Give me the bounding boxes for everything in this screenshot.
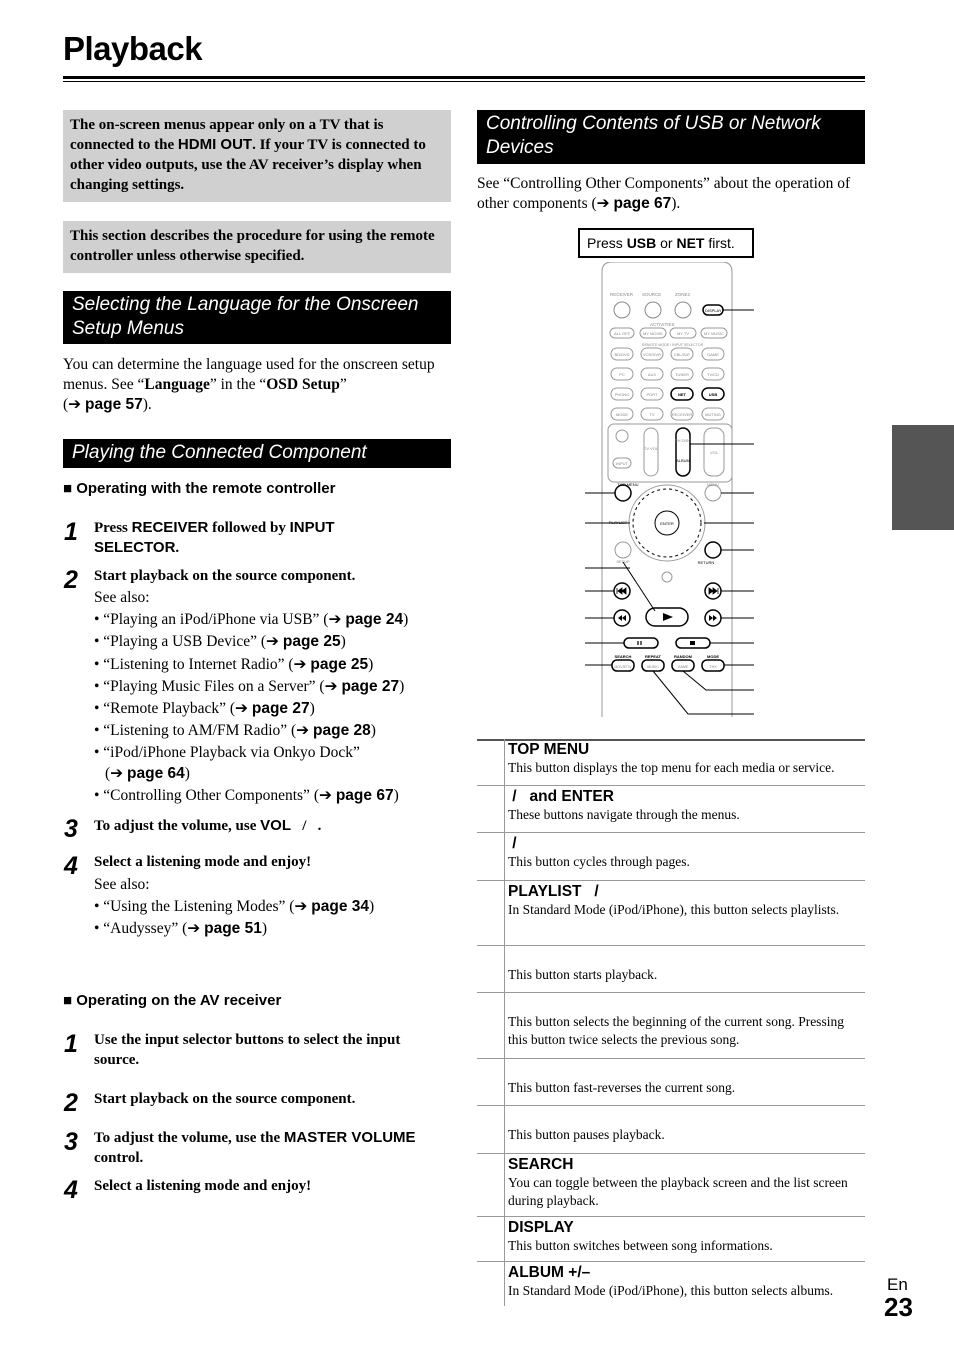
ref-text: • “Controlling Other Components” (➔ [94, 787, 336, 804]
button-info-cell [505, 1059, 865, 1105]
remote-label-search: SEARCH [614, 654, 632, 659]
remote-label-enter: ENTER [660, 521, 674, 526]
title-rule [63, 76, 865, 79]
lang-paragraph [63, 355, 451, 415]
see-also: See also: [94, 876, 150, 893]
ref-page-link[interactable]: page 51 [204, 920, 262, 937]
button-description: This button starts playback. [508, 967, 658, 982]
ref-text: • “Playing a USB Device” (➔ [94, 633, 283, 650]
remote-label-game2: GAME [677, 665, 689, 669]
step-number: 2 [64, 566, 78, 594]
step-1-c: followed by [208, 520, 290, 536]
input-selector-label: INPUT SELECTOR [94, 519, 335, 556]
step-2-text: Start playback on the source component. [94, 568, 356, 584]
ref-item [94, 720, 376, 742]
button-name: TOP MENU [508, 741, 590, 758]
ref-text: • “Listening to AM/FM Radio” (➔ [94, 722, 314, 739]
remote-label-vol: VOL [709, 450, 719, 455]
step-number: 2 [64, 1089, 78, 1117]
home-button [662, 572, 672, 582]
ref-text: • “Playing Music Files on a Server” (➔ [94, 678, 342, 695]
av-step-3-a: To adjust the volume, use the [94, 1130, 284, 1146]
remote-label-display: DISPLAY [705, 308, 722, 313]
menu-button [705, 485, 721, 501]
leader-line [683, 671, 754, 690]
ref-item [94, 676, 404, 698]
top-menu-button [615, 485, 631, 501]
chapter-tab [892, 425, 954, 530]
ref-item [94, 785, 399, 807]
ref-end: ) [309, 700, 315, 717]
step-1-text [94, 518, 394, 558]
step-3-text [94, 816, 434, 836]
leader-line [653, 671, 754, 714]
ref-end: ) [368, 656, 374, 673]
ref-text: • “Using the Listening Modes” (➔ [94, 898, 312, 915]
av-step-4-text: Select a listening mode and enjoy! [94, 1178, 312, 1194]
step-number: 3 [64, 815, 78, 843]
remote-label-activities: ACTIVITIES [650, 322, 675, 327]
step-3-c: / . [290, 818, 322, 834]
button-info-cell [505, 1217, 865, 1261]
av-step-3-c: control. [94, 1150, 144, 1166]
remote-label-setup: SETUP [616, 559, 630, 564]
ref-page-link[interactable]: page 27 [341, 678, 400, 695]
button-name: DISPLAY [508, 1219, 574, 1236]
button-name [508, 1107, 865, 1126]
button-row [477, 880, 865, 945]
button-name [508, 947, 865, 966]
ref-item [94, 609, 408, 631]
step-4-text: Select a listening mode and enjoy! [94, 854, 312, 870]
hdmi-out-label: HDMI OUT [177, 136, 253, 153]
button-row [477, 992, 865, 1058]
press-usb-net-callout [578, 228, 754, 258]
button-icon-cell [477, 1217, 505, 1261]
page-language: En [887, 1275, 908, 1294]
remote-label-input: INPUT [616, 461, 628, 466]
button-icon-cell [477, 1154, 505, 1216]
remote-label-top-menu: TOP MENU [617, 482, 639, 487]
ref-page-link[interactable]: page 67 [335, 787, 394, 804]
ref-end: ) [370, 722, 376, 739]
remote-label-receiver: RECEIVER [610, 292, 634, 297]
button-icon-cell [477, 993, 505, 1058]
button-row [477, 1261, 865, 1306]
usb-page-link[interactable]: page 67 [613, 195, 672, 212]
remote-label-vcr-dvr: VCR/DVR [642, 352, 662, 357]
ref-page-link[interactable]: page 34 [311, 898, 370, 915]
remote-label-my-movie: MY MOVIE [643, 331, 663, 336]
remote-label-random: RANDOM [674, 654, 692, 659]
button-icon-cell [477, 833, 505, 880]
button-description: This button switches between song informations. [508, 1238, 773, 1253]
step-number: 1 [64, 518, 78, 546]
button-row [477, 1153, 865, 1216]
remote-subheading: ■ Operating with the remote controller [63, 480, 336, 497]
remote-label-game: GAME [707, 352, 719, 357]
ref-end: ) [369, 898, 375, 915]
remote-control-illustration [580, 262, 760, 722]
ref-page-link[interactable]: page 25 [310, 656, 369, 673]
step-1-e: . [175, 540, 180, 556]
vol-label: VOL [260, 817, 291, 834]
callout-usb: USB [626, 235, 657, 251]
ref-item [94, 896, 374, 918]
usb-section-heading: Controlling Contents of USB or Network Devices [477, 110, 865, 164]
button-name: ALBUM +/– [508, 1264, 591, 1281]
remote-label-movie-tv: MOVIE/TV [614, 665, 632, 669]
remote-label-muting: MUTING [705, 412, 721, 417]
ref-end: ) [261, 920, 268, 937]
step-number: 4 [64, 852, 78, 880]
remote-label-tuner: TUNER [675, 372, 689, 377]
button-info-cell [505, 1154, 865, 1216]
lang-open: (➔ [63, 396, 86, 413]
button-description: This button fast-reverses the current song. [508, 1080, 736, 1095]
lang-section-heading: Selecting the Language for the Onscreen Setup Menus [63, 291, 451, 344]
button-row [477, 739, 865, 785]
button-row [477, 1058, 865, 1105]
button-description: In Standard Mode (iPod/iPhone), this button selects albums. [508, 1283, 834, 1298]
lang-text-3: ” [339, 376, 347, 393]
remote-label-zone2: ZONE2 [675, 292, 691, 297]
osd-setup-ref: OSD Setup [266, 376, 340, 393]
remote-label-my-music: MY MUSIC [704, 331, 724, 336]
button-info-cell [505, 1262, 865, 1306]
ref-item [94, 654, 373, 676]
ref-item [94, 918, 267, 940]
remote-label-all-off: ALL OFF [613, 331, 631, 336]
zone2-button [675, 302, 691, 318]
tv-power-button [616, 430, 628, 442]
callout-a: Press [587, 235, 627, 251]
ref-end: ) [399, 678, 405, 695]
av-subheading: ■ Operating on the AV receiver [63, 992, 282, 1009]
callout-net: NET [676, 235, 705, 251]
ref-text: • “Playing an iPod/iPhone via USB” (➔ [94, 611, 346, 628]
button-info-cell [505, 833, 865, 880]
ref-text: (➔ [105, 765, 128, 782]
ref-end: ) [340, 633, 346, 650]
button-name [508, 994, 865, 1013]
button-description-table [477, 739, 865, 1306]
button-row [477, 945, 865, 992]
ref-page-link[interactable]: page 27 [251, 700, 310, 717]
hdmi-note [63, 110, 451, 202]
button-info-cell [505, 946, 865, 992]
remote-label-tv-vol: TV VOL [643, 446, 659, 451]
remote-label-receiver2: RECEIVER [671, 412, 693, 417]
button-name: PLAYLIST / [508, 883, 604, 900]
button-description: These buttons navigate through the menus. [508, 807, 740, 822]
button-description: This button selects the beginning of the current song. Pressing this button twice selects the previous song. [508, 1014, 844, 1047]
ref-page-link[interactable]: page 25 [282, 633, 341, 650]
button-info-cell [505, 786, 865, 832]
button-info-cell [505, 993, 865, 1058]
button-icon-cell [477, 946, 505, 992]
lang-close: ). [142, 396, 152, 413]
button-description: This button pauses playback. [508, 1127, 665, 1142]
button-row [477, 1105, 865, 1153]
remote-label-net: NET [678, 392, 686, 397]
button-row [477, 832, 865, 880]
button-icon-cell [477, 786, 505, 832]
ref-item [94, 698, 315, 720]
see-also: See also: [94, 589, 150, 606]
step-1-a: Press [94, 520, 132, 536]
button-info-cell [505, 1106, 865, 1153]
tv-vol-rocker [644, 428, 658, 476]
remote-label-mode: MODE [616, 412, 628, 417]
receiver-label: RECEIVER [131, 519, 209, 536]
remote-label-mode: REMOTE MODE / INPUT SELECTOR [642, 343, 704, 347]
section-note: This section describes the procedure for using the remote controller unless otherwise specified. [63, 221, 451, 273]
button-description: In Standard Mode (iPod/iPhone), this button selects playlists. [508, 902, 840, 917]
page-title: Playback [63, 30, 203, 67]
remote-label-aux: AUX [647, 372, 657, 377]
hdmi-note-text-c: . If your TV is connected to other video outputs, use the AV receiver’s display when changing settings. [70, 137, 426, 193]
remote-label-my-tv: MY TV [676, 331, 690, 336]
remote-label-usb: USB [708, 392, 718, 397]
ref-end: ) [393, 787, 399, 804]
remote-label-ch-disc: CH DISC [674, 438, 692, 443]
remote-label-source: SOURCE [642, 292, 662, 297]
remote-label-repeat: REPEAT [645, 654, 661, 659]
ref-end: ) [184, 765, 190, 782]
language-ref: Language [144, 376, 210, 393]
ref-item [105, 763, 190, 785]
button-row [477, 1216, 865, 1261]
lang-page-link[interactable]: page 57 [85, 396, 143, 413]
button-row [477, 785, 865, 832]
ref-page-link[interactable]: page 64 [127, 765, 185, 782]
play-section-heading: Playing the Connected Component [63, 439, 451, 468]
ref-item [94, 631, 346, 653]
av-step-1-text: Use the input selector buttons to select the input source. [94, 1032, 401, 1068]
remote-label-return: RETURN [697, 560, 715, 565]
button-icon-cell [477, 739, 505, 785]
ref-text: • “iPod/iPhone Playback via Onkyo Dock” [94, 744, 360, 761]
step-3-a: To adjust the volume, use [94, 818, 261, 834]
lang-text-2: ” in the “ [209, 376, 267, 393]
receiver-power-button [614, 302, 630, 318]
av-step-3-text [94, 1128, 454, 1168]
remote-label-mode2: MODE [707, 654, 719, 659]
button-icon-cell [477, 1262, 505, 1306]
ref-page-link[interactable]: page 28 [313, 722, 371, 739]
step-number: 1 [64, 1030, 78, 1058]
button-name: / [508, 835, 521, 852]
button-description: This button cycles through pages. [508, 854, 690, 869]
usb-end: ). [671, 195, 681, 212]
remote-label-cbl-sat: CBL/SAT [673, 352, 691, 357]
usb-text: See “Controlling Other Components” about the operation of other components (➔ [477, 175, 851, 212]
remote-label-port: PORT [646, 392, 658, 397]
remote-label-bd-dvd: BD/DVD [614, 352, 630, 357]
title-rule-thin [63, 81, 865, 82]
av-step-2-text: Start playback on the source component. [94, 1091, 356, 1107]
remote-label-tv-cd: TV/CD [707, 372, 719, 377]
button-icon-cell [477, 1106, 505, 1153]
button-icon-cell [477, 1059, 505, 1105]
ref-item [94, 742, 360, 764]
ref-text: • “Audyssey” (➔ [94, 920, 205, 937]
remote-label-tv: TV [649, 412, 655, 417]
remote-label-menu: MENU [707, 482, 719, 487]
step-number: 4 [64, 1176, 78, 1204]
callout-e: first. [704, 235, 735, 251]
return-button [705, 542, 721, 558]
button-icon-cell [477, 881, 505, 945]
remote-label-pc: PC [619, 372, 625, 377]
button-name [508, 1060, 865, 1079]
remote-label-thx: THX [709, 665, 717, 669]
usb-paragraph [477, 174, 865, 214]
button-info-cell [505, 881, 865, 945]
master-volume-label: MASTER VOLUME [283, 1129, 416, 1146]
lang-text-1: You can determine the language used for the onscreen setup menus. See “ [63, 356, 435, 393]
button-description: This button displays the top menu for each media or service. [508, 760, 835, 775]
button-name: SEARCH [508, 1156, 574, 1173]
source-power-button [645, 302, 661, 318]
ref-text: • “Listening to Internet Radio” (➔ [94, 656, 311, 673]
remote-label-music: MUSIC [647, 665, 659, 669]
ref-end: ) [403, 611, 409, 628]
remote-label-playlist: PLAYLIST [608, 520, 628, 525]
ch-album-rocker [676, 428, 690, 476]
ref-page-link[interactable]: page 24 [345, 611, 404, 628]
ref-text: • “Remote Playback” (➔ [94, 700, 252, 717]
setup-button [615, 542, 631, 558]
step-number: 3 [64, 1128, 78, 1156]
button-description: You can toggle between the playback screen and the list screen during playback. [508, 1175, 848, 1208]
callout-c: or [656, 235, 677, 251]
remote-label-phono: PHONO [614, 392, 630, 397]
page-number: 23 [884, 1292, 913, 1322]
stop-icon [690, 641, 695, 645]
button-info-cell [505, 739, 865, 785]
remote-label-album: ALBUM [676, 458, 690, 463]
hdmi-note-text-a: The on-screen menus appear only on a TV that is connected to the [70, 117, 384, 153]
button-name: / and ENTER [508, 788, 614, 805]
